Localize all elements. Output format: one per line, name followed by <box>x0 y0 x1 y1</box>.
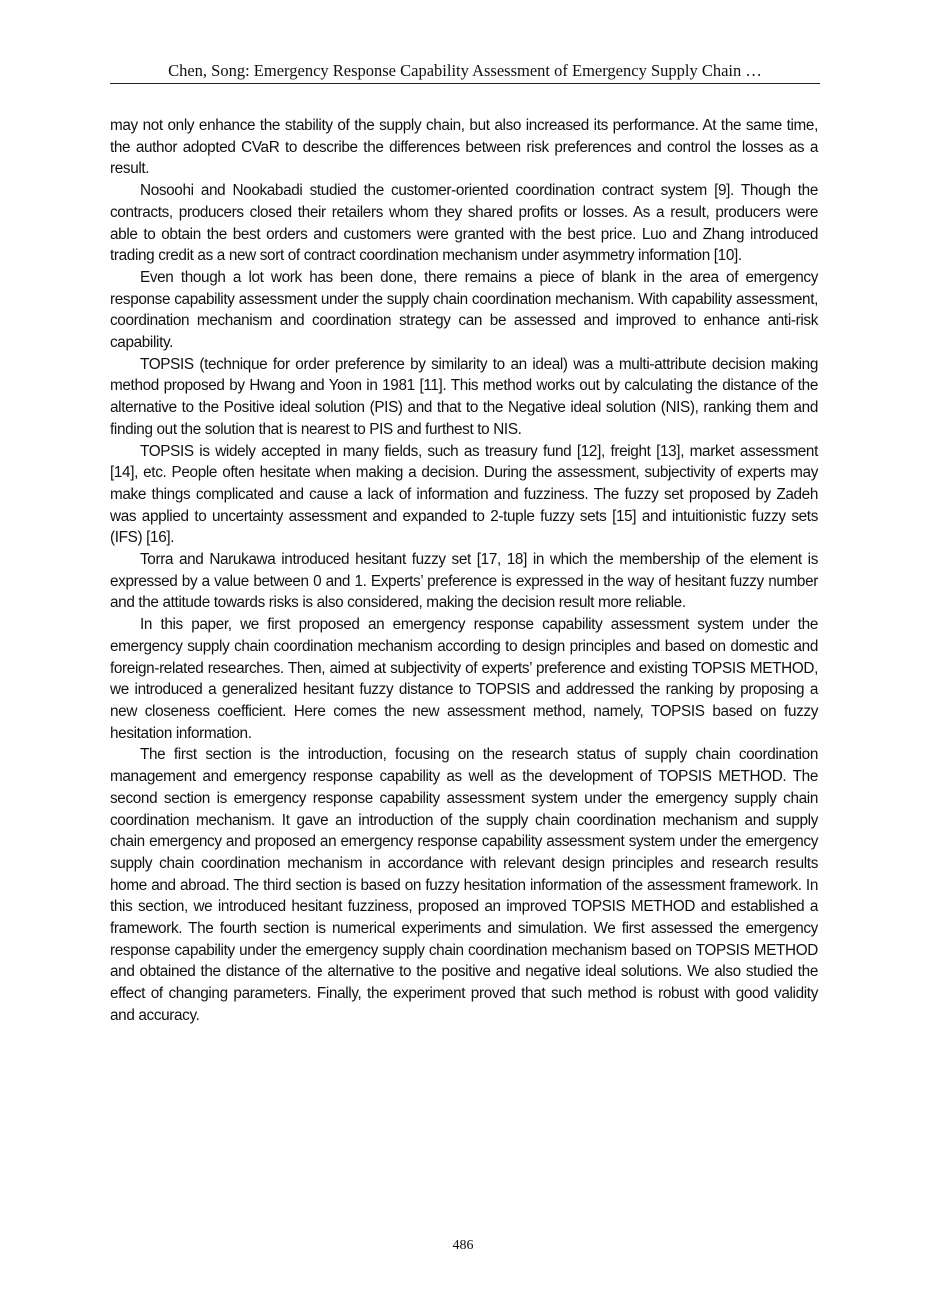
paragraph: Torra and Narukawa introduced hesitant fuzzy set [17, 18] in which the membership of the element is expressed by a value between 0 and 1. Experts’ preference is expressed in the way of hesitant fuzzy number and the attitude towards risks is also considered, making the decision result more reliable. <box>110 551 818 612</box>
running-header: Chen, Song: Emergency Response Capability Assessment of Emergency Supply Chain … <box>168 61 762 80</box>
header-divider <box>110 83 820 84</box>
paragraph: Even though a lot work has been done, there remains a piece of blank in the area of emergency response capability assessment under the supply chain coordination mechanism. With capability assessment, coordination mechanism and coordination strategy can be assessed and improved to enhance anti-risk capability. <box>110 268 818 352</box>
paragraph: TOPSIS is widely accepted in many fields, such as treasury fund [12], freight [13], market assessment [14], etc. People often hesitate when making a decision. During the assessment, subjectivity of experts may make things complicated and cause a lack of information and fuzziness. The fuzzy set proposed by Zadeh was applied to uncertainty assessment and expanded to 2-tuple fuzzy sets [15] and intuitionistic fuzzy sets (IFS) [16]. <box>110 442 818 547</box>
paragraph-continuation: may not only enhance the stability of the supply chain, but also increased its performance. At the same time, the author adopted CVaR to describe the differences between risk preferences and control the losses as a result. <box>110 117 818 178</box>
paragraph: The first section is the introduction, focusing on the research status of supply chain coordination management and emergency response capability as well as the development of TOPSIS METHOD. The second section is emergency response capability assessment system under the emergency supply chain coordination mechanism. It gave an introduction of the supply chain coordination mechanism and supply chain emergency and proposed an emergency response capability assessment system under the emergency supply chain coordination mechanism in accordance with relevant design principles and research results home and abroad. The third section is based on fuzzy hesitation information of the assessment framework. In this section, we introduced hesitant fuzziness, proposed an improved TOPSIS METHOD and established a framework. The fourth section is numerical experiments and simulation. We first assessed the emergency response capability under the emergency supply chain coordination mechanism based on TOPSIS METHOD and obtained the distance of the alternative to the positive and negative ideal solutions. We also studied the effect of changing parameters. Finally, the experiment proved that such method is robust with good validity and accuracy. <box>110 746 818 1024</box>
paragraph: TOPSIS (technique for order preference by similarity to an ideal) was a multi-attribute decision making method proposed by Hwang and Yoon in 1981 [11]. This method works out by calculating the distance of the alternative to the Positive ideal solution (PIS) and that to the Negative ideal solution (NIS), ranking them and finding out the solution that is nearest to PIS and furthest to NIS. <box>110 355 818 438</box>
paragraph: Nosoohi and Nookabadi studied the customer-oriented coordination contract system [9]. Though the contracts, producers closed their retailers whom they shared profits or losses. As a result, producers were able to obtain the best orders and customers were granted with the best price. Luo and Zhang introduced trading credit as a new sort of contract coordination mechanism under asymmetry information [10]. <box>110 182 818 265</box>
body-text <box>110 115 818 1027</box>
paragraph: In this paper, we first proposed an emergency response capability assessment system under the emergency supply chain coordination mechanism according to design principles and based on domestic and foreign-related researches. Then, aimed at subjectivity of experts’ preference and existing TOPSIS METHOD, we introduced a generalized hesitant fuzzy distance to TOPSIS and addressed the ranking by proposing a new closeness coefficient. Here comes the new assessment method, namely, TOPSIS based on fuzzy hesitation information. <box>110 616 818 742</box>
page-number: 486 <box>452 1238 474 1253</box>
